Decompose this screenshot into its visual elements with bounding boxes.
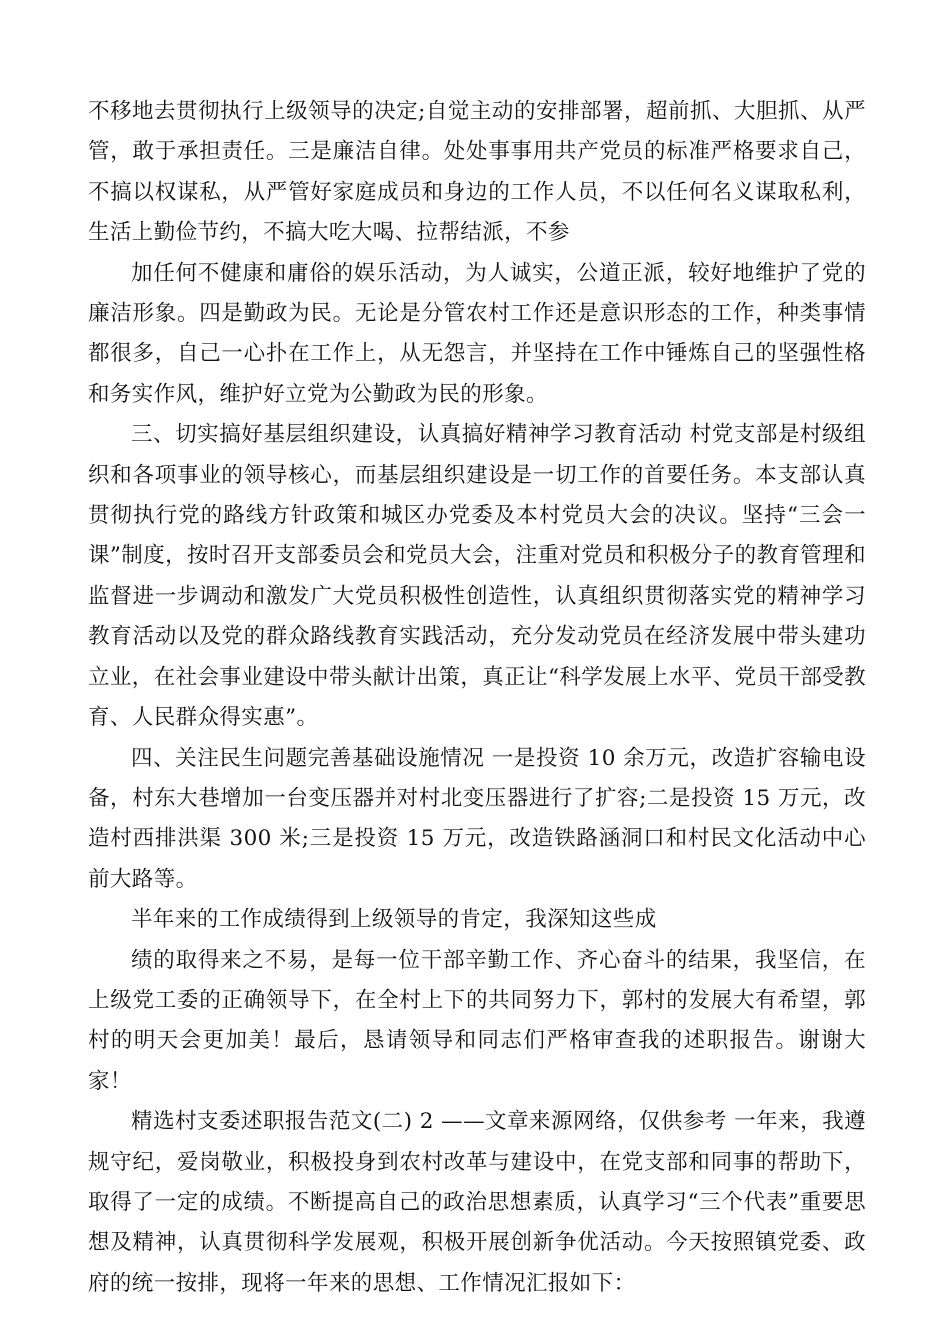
- document-body: [88, 92, 866, 1304]
- paragraph-continued-integrity: 不移地去贯彻执行上级领导的决定;自觉主动的安排部署，超前抓、大胆抓、从严管，敢于承担责任。三是廉洁自律。处处事事用共产党员的标准严格要求自己，不搞以权谋私，从严管好家庭成员和身边的工作人员，不以任何名义谋取私利，生活上勤俭节约，不搞大吃大喝、拉帮结派，不参: [88, 99, 866, 246]
- paragraph-diligence: 加任何不健康和庸俗的娱乐活动，为人诚实，公道正派，较好地维护了党的廉洁形象。四是勤政为民。无论是分管农村工作还是意识形态的工作，种类事情都很多，自己一心扑在工作上，从无怨言，并坚持在工作中锤炼自己的坚强性格和务实作风，维护好立党为公勤政为民的形象。: [88, 260, 866, 407]
- paragraph-closing-thanks: 绩的取得来之不易，是每一位干部辛勤工作、齐心奋斗的结果，我坚信，在上级党工委的正确领导下，在全村上下的共同努力下，郭村的发展大有希望，郭村的明天会更加美！最后，恳请领导和同志们严格审查我的述职报告。谢谢大家！: [88, 947, 866, 1094]
- paragraph-infrastructure: 四、关注民生问题完善基础设施情况 一是投资 10 余万元，改造扩容输电设备，村东大巷增加一台变压器并对村北变压器进行了扩容;二是投资 15 万元，改造村西排洪渠 300 米;三是投资 15 万元，改造铁路涵洞口和村民文化活动中心前大路等。: [88, 745, 866, 892]
- paragraph-sample-two-intro: 精选村支委述职报告范文(二) 2 ——文章来源网络，仅供参考 一年来，我遵规守纪，爱岗敬业，积极投身到农村改革与建设中，在党支部和同事的帮助下，取得了一定的成绩。不断提高自己的政治思想素质，认真学习“三个代表”重要思想及精神，认真贯彻科学发展观，积极开展创新争优活动。今天按照镇党委、政府的统一按排，现将一年来的思想、工作情况汇报如下：: [88, 1109, 866, 1296]
- paragraph-organization-building: 三、切实搞好基层组织建设，认真搞好精神学习教育活动 村党支部是村级组织和各项事业的领导核心，而基层组织建设是一切工作的首要任务。本支部认真贯彻执行党的路线方针政策和城区办党委及本村党员大会的决议。坚持“三会一课”制度，按时召开支部委员会和党员大会，注重对党员和积极分子的教育管理和监督进一步调动和激发广大党员积极性创造性，认真组织贯彻落实党的精神学习教育活动以及党的群众路线教育实践活动，充分发动党员在经济发展中带头建功立业，在社会事业建设中带头献计出策，真正让“科学发展上水平、党员干部受教育、人民群众得实惠”。: [88, 422, 866, 731]
- paragraph-half-year-results: 半年来的工作成绩得到上级领导的肯定，我深知这些成: [131, 907, 657, 933]
